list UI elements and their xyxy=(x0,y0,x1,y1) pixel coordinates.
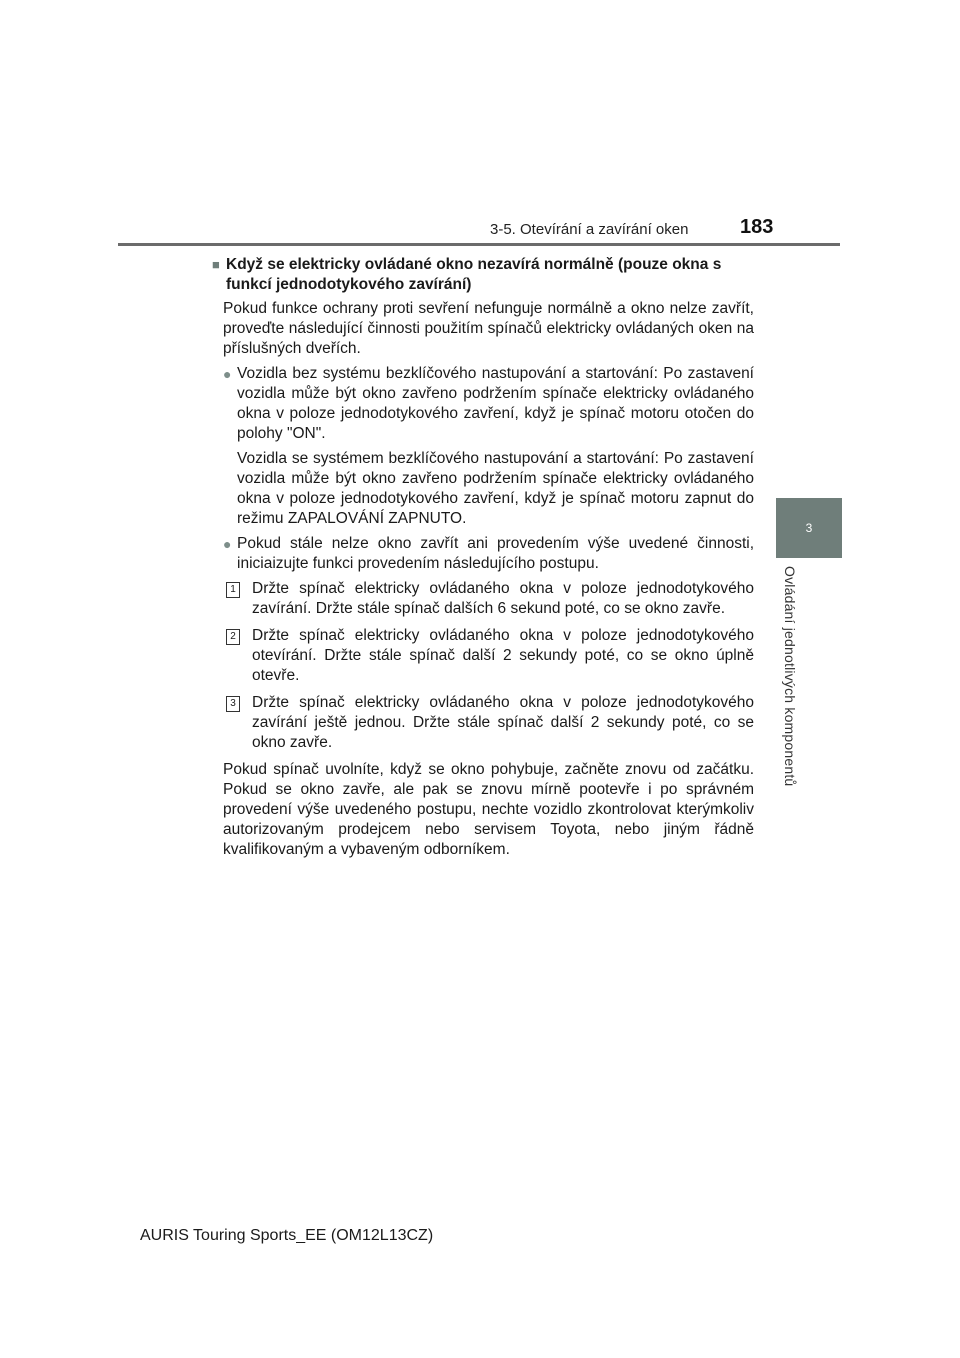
step-item xyxy=(226,579,754,619)
page-number: 183 xyxy=(740,216,774,238)
closing-paragraph: Pokud spínač uvolníte, když se okno pohybuje, začněte znovu od začátku. Pokud se okno zavře, ale pak se znovu mírně pootevře i po správném provedení výše uvedeného postupu, nechte vozidlo zkontrolovat kterýmkoliv autorizovaným prodejcem nebo servisem Toyota, nebo jiným řádně kvalifikovaným a vybaveným odborníkem. xyxy=(223,761,754,858)
square-bullet-icon: ■ xyxy=(212,257,220,272)
chapter-title-text: Ovládání jednotlivých komponentů xyxy=(782,566,798,787)
bullet-continuation: Vozidla se systémem bezklíčového nastupování a startování: Po zastavení vozidla může být okno zavřeno podržením spínače elektricky ovládaného okna v poloze jednodotykového zavření, když je spínač motoru zapnut do režimu ZAPALOVÁNÍ ZAPNUTO. xyxy=(237,450,754,527)
circle-bullet-icon: ● xyxy=(223,536,232,552)
step-item xyxy=(226,693,754,753)
list-item xyxy=(223,534,754,574)
step-item xyxy=(226,626,754,686)
circle-bullet-icon: ● xyxy=(223,366,232,382)
footer-model-code: AURIS Touring Sports_EE (OM12L13CZ) xyxy=(140,1227,434,1244)
chapter-title xyxy=(779,566,801,796)
chapter-tab xyxy=(776,498,842,558)
step-number-box: 2 xyxy=(226,629,240,645)
list-item xyxy=(223,364,754,444)
chapter-number: 3 xyxy=(805,521,813,535)
section-heading-text: Když se elektricky ovládané okno nezavírá normálně (pouze okna s funkcí jednodotykového zavírání) xyxy=(226,256,722,293)
bullet-text: Vozidla bez systému bezklíčového nastupování a startování: Po zastavení vozidla může být okno zavřeno podržením spínače elektricky ovládaného okna v poloze jednodotykového zavření, když je spínač motoru otočen do polohy "ON". xyxy=(237,365,754,442)
step-number-box: 3 xyxy=(226,696,240,712)
step-number-box: 1 xyxy=(226,582,240,598)
bullet-text: Pokud stále nelze okno zavřít ani provedením výše uvedené činnosti, iniciaizujte funkci provedením následujícího postupu. xyxy=(237,535,754,572)
section-heading xyxy=(212,255,754,295)
main-content xyxy=(212,255,754,865)
step-text: Držte spínač elektricky ovládaného okna v poloze jednodotykového zavírání ještě jednou. Držte stále spínač další 2 sekundy poté, co se okno zavře. xyxy=(252,694,754,751)
step-text: Držte spínač elektricky ovládaného okna v poloze jednodotykového zavírání. Držte stále spínač dalších 6 sekund poté, co se okno zavře. xyxy=(252,580,754,617)
header-divider xyxy=(118,243,840,246)
intro-paragraph: Pokud funkce ochrany proti sevření nefunguje normálně a okno nelze zavřít, proveďte následující činnosti použitím spínačů elektricky ovládaných oken na příslušných dveřích. xyxy=(223,300,754,357)
step-text: Držte spínač elektricky ovládaného okna v poloze jednodotykového otevírání. Držte stále spínač další 2 sekundy poté, co se okno úplně otevře. xyxy=(252,627,754,684)
header-section-title: 3-5. Otevírání a zavírání oken xyxy=(490,221,689,238)
